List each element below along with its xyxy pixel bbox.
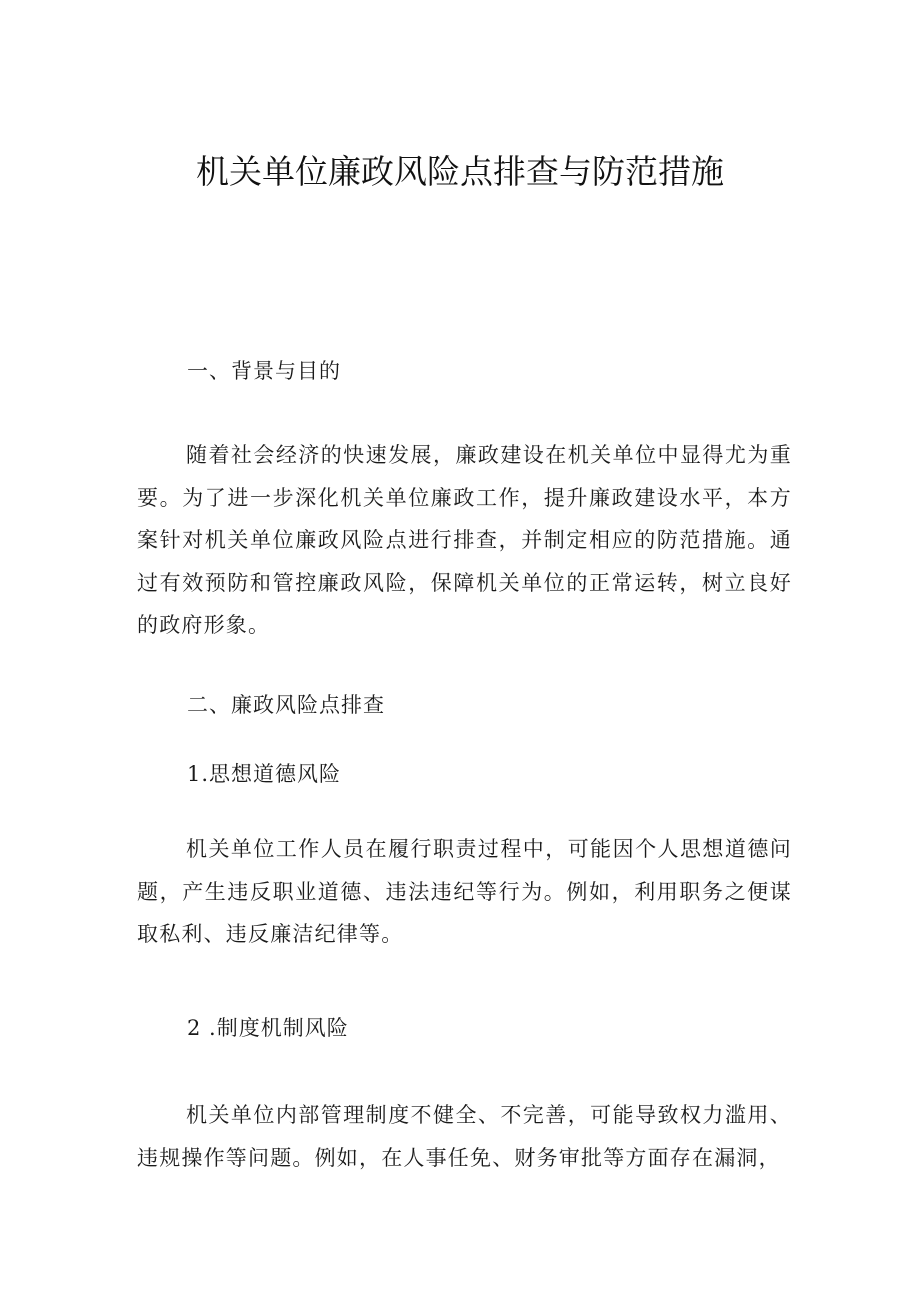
section2-heading: 二、廉政风险点排查 (187, 693, 385, 717)
section1-heading: 一、背景与目的 (187, 359, 341, 383)
item1-paragraph: 机关单位工作人员在履行职责过程中，可能因个人思想道德问题，产生违反职业道德、违法违纪等行为。例如，利用职务之便谋取私利、违反廉洁纪律等。 (137, 837, 792, 946)
section1-paragraph: 随着社会经济的快速发展，廉政建设在机关单位中显得尤为重要。为了进一步深化机关单位廉政工作，提升廉政建设水平，本方案针对机关单位廉政风险点进行排查，并制定相应的防范措施。通过有效预防和管控廉政风险，保障机关单位的正常运转，树立良好的政府形象。 (137, 443, 792, 637)
document-title: 机关单位廉政风险点排查与防范措施 (196, 152, 724, 191)
item1-heading: 1.思想道德风险 (187, 762, 342, 786)
item2-heading: 2 .制度机制风险 (187, 1016, 349, 1040)
item2-paragraph: 机关单位内部管理制度不健全、不完善，可能导致权力滥用、违规操作等问题。例如，在人事任免、财务审批等方面存在漏洞， (137, 1103, 792, 1170)
